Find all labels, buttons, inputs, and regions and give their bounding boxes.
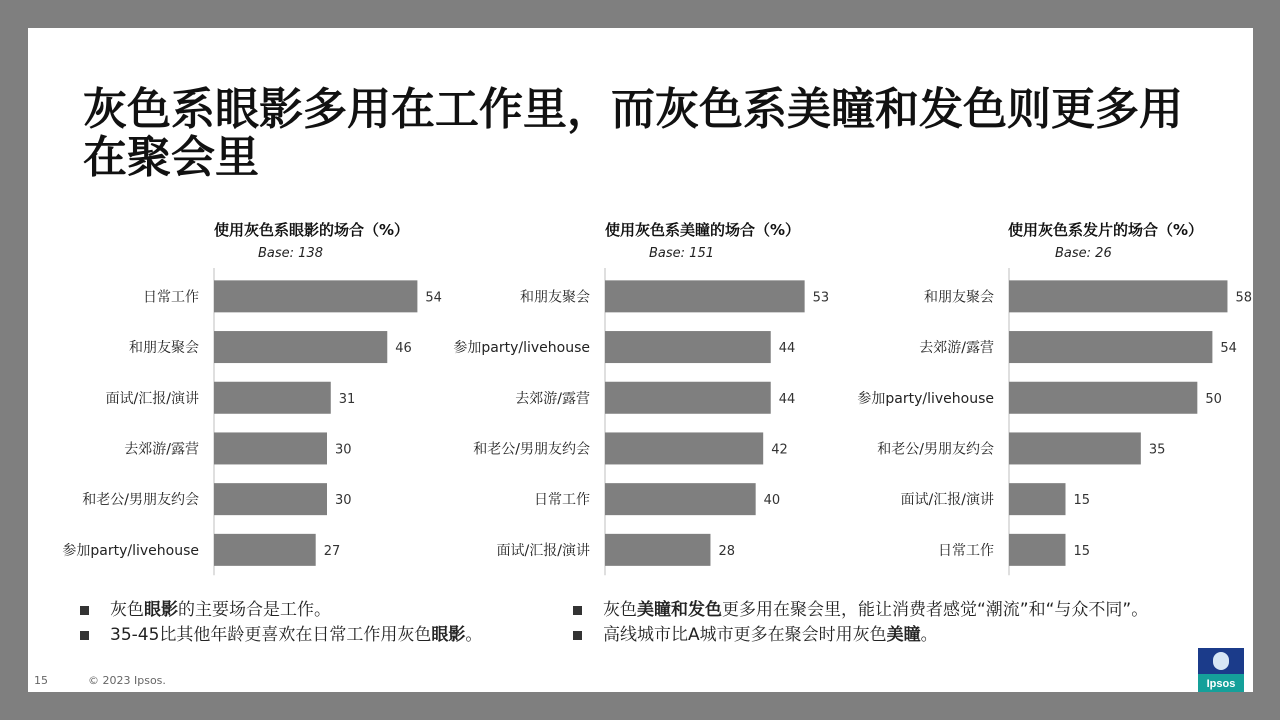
category-label: 参加party/livehouse bbox=[62, 542, 199, 559]
note-text: 灰色 bbox=[603, 600, 637, 620]
page-number: 15 bbox=[34, 674, 48, 687]
chart-title: 使用灰色系美瞳的场合（%） bbox=[605, 221, 801, 239]
note-emphasis: 眼影 bbox=[431, 625, 466, 645]
bar bbox=[605, 382, 771, 414]
square-bullet-icon bbox=[573, 606, 582, 615]
category-label: 面试/汇报/演讲 bbox=[900, 492, 994, 509]
value-label: 44 bbox=[778, 341, 796, 357]
chart-plot bbox=[58, 268, 448, 568]
square-bullet-icon bbox=[80, 606, 89, 615]
chart-title: 使用灰色系发片的场合（%） bbox=[1008, 221, 1204, 239]
bar bbox=[214, 331, 387, 363]
note-item bbox=[573, 598, 1193, 622]
note-text: 。 bbox=[920, 625, 938, 645]
slide-title: 灰色系眼影多用在工作里，而灰色系美瞳和发色则更多用在聚会里 bbox=[83, 84, 1183, 183]
category-label: 和朋友聚会 bbox=[924, 289, 994, 306]
value-label: 54 bbox=[1220, 341, 1237, 357]
note-text: 35-45比其他年龄更喜欢在日常工作用灰色 bbox=[110, 625, 432, 645]
copyright: © 2023 Ipsos. bbox=[88, 674, 166, 687]
category-label: 和老公/男朋友约会 bbox=[473, 441, 590, 458]
note-emphasis: 美瞳 bbox=[886, 625, 921, 645]
bar bbox=[605, 534, 710, 566]
value-label: 46 bbox=[395, 341, 412, 357]
bar bbox=[605, 432, 763, 464]
bar bbox=[605, 331, 771, 363]
category-label: 参加party/livehouse bbox=[453, 340, 590, 357]
bar bbox=[605, 483, 756, 515]
bar bbox=[214, 432, 327, 464]
category-label: 和朋友聚会 bbox=[520, 289, 590, 306]
value-label: 30 bbox=[335, 493, 352, 509]
value-label: 27 bbox=[323, 543, 341, 559]
bar bbox=[1009, 483, 1066, 515]
note-item bbox=[573, 623, 1193, 647]
eyeshadow-chart bbox=[58, 218, 448, 578]
value-label: 15 bbox=[1073, 543, 1091, 559]
ipsos-logo bbox=[1198, 648, 1244, 692]
category-label: 和老公/男朋友约会 bbox=[82, 492, 199, 509]
category-label: 参加party/livehouse bbox=[857, 390, 994, 407]
bar bbox=[605, 280, 805, 312]
category-label: 面试/汇报/演讲 bbox=[105, 390, 199, 407]
note-text: 灰色 bbox=[110, 600, 144, 620]
category-label: 和朋友聚会 bbox=[129, 340, 199, 357]
category-label: 去郊游/露营 bbox=[919, 340, 994, 357]
value-label: 50 bbox=[1205, 391, 1222, 407]
category-label: 和老公/男朋友约会 bbox=[877, 441, 994, 458]
logo-mark-icon bbox=[1213, 652, 1229, 670]
chart-base: Base: 151 bbox=[649, 246, 714, 261]
category-label: 去郊游/露营 bbox=[515, 390, 590, 407]
notes-right bbox=[573, 598, 1193, 648]
bar bbox=[214, 483, 327, 515]
logo-text: Ipsos bbox=[1206, 678, 1236, 690]
category-label: 日常工作 bbox=[534, 492, 590, 509]
value-label: 40 bbox=[763, 493, 781, 509]
chart-base: Base: 26 bbox=[1055, 246, 1112, 261]
category-label: 面试/汇报/演讲 bbox=[496, 542, 590, 559]
note-item bbox=[80, 598, 550, 622]
contact-lens-chart bbox=[449, 218, 839, 578]
bar bbox=[1009, 331, 1212, 363]
note-text: 。 bbox=[465, 625, 483, 645]
note-text: 高线城市比A城市更多在聚会时用灰色 bbox=[603, 625, 887, 645]
value-label: 58 bbox=[1235, 290, 1253, 306]
value-label: 15 bbox=[1073, 493, 1091, 509]
note-text: 的主要场合是工作。 bbox=[178, 600, 331, 620]
square-bullet-icon bbox=[80, 631, 89, 640]
value-label: 35 bbox=[1148, 442, 1166, 458]
note-emphasis: 美瞳和发色 bbox=[637, 600, 722, 620]
category-label: 去郊游/露营 bbox=[124, 441, 199, 458]
category-label: 日常工作 bbox=[143, 289, 199, 306]
chart-title: 使用灰色系眼影的场合（%） bbox=[214, 221, 410, 239]
chart-plot bbox=[449, 268, 839, 568]
square-bullet-icon bbox=[573, 631, 582, 640]
value-label: 53 bbox=[812, 290, 830, 306]
notes-left bbox=[80, 598, 550, 648]
bar bbox=[214, 534, 316, 566]
bar bbox=[1009, 432, 1141, 464]
bar bbox=[214, 382, 331, 414]
value-label: 44 bbox=[778, 391, 796, 407]
chart-base: Base: 138 bbox=[258, 246, 323, 261]
value-label: 31 bbox=[338, 391, 356, 407]
value-label: 30 bbox=[335, 442, 352, 458]
bar bbox=[214, 280, 417, 312]
value-label: 54 bbox=[425, 290, 442, 306]
bar bbox=[1009, 382, 1197, 414]
chart-plot bbox=[853, 268, 1253, 568]
value-label: 28 bbox=[718, 543, 736, 559]
bar bbox=[1009, 280, 1227, 312]
note-emphasis: 眼影 bbox=[144, 600, 178, 620]
note-item bbox=[80, 623, 550, 647]
value-label: 42 bbox=[771, 442, 788, 458]
slide bbox=[28, 28, 1253, 692]
note-text: 更多用在聚会里，能让消费者感觉“潮流”和“与众不同”。 bbox=[722, 600, 1149, 620]
category-label: 日常工作 bbox=[938, 542, 994, 559]
hair-piece-chart bbox=[853, 218, 1253, 578]
bar bbox=[1009, 534, 1066, 566]
